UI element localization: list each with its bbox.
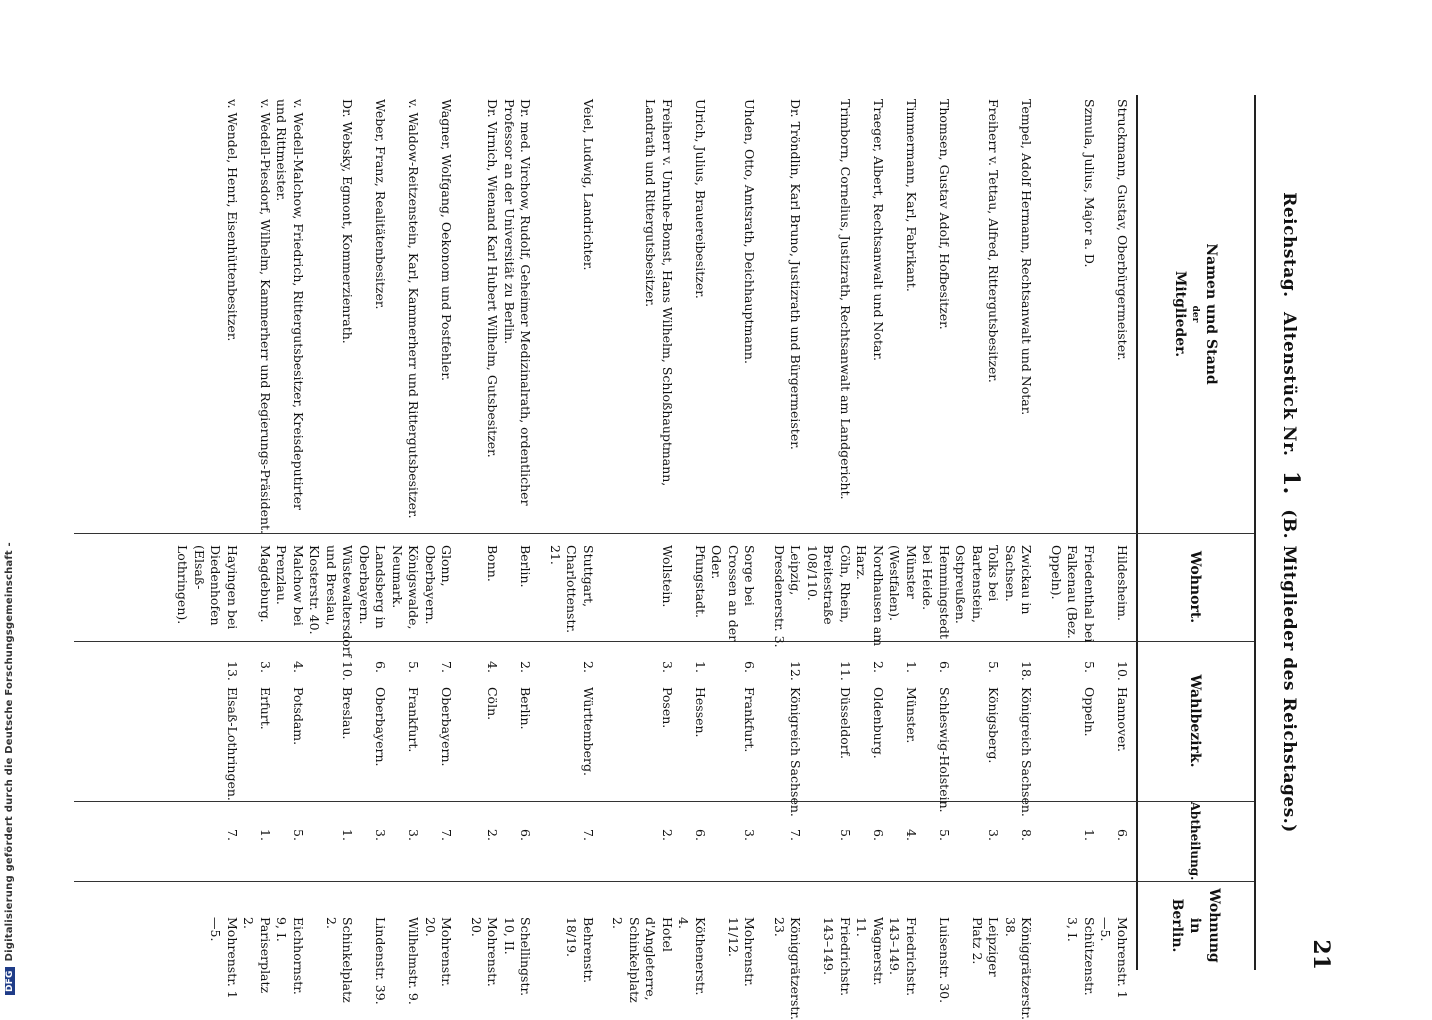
member-wohnung: Behrenstr. 18/19. (564, 917, 596, 984)
table-row (306, 95, 356, 1010)
table-row (853, 95, 886, 1010)
members-table-body (174, 95, 1130, 1020)
member-abtheilung: 8. (1019, 829, 1035, 841)
wahlbezirk-name: Münster. (904, 686, 919, 744)
member-abtheilung: 3. (986, 829, 1002, 841)
column-header-wohnung (1142, 881, 1248, 970)
member-wohnort: Bonn. (485, 545, 501, 582)
member-abtheilung: 5. (838, 829, 853, 841)
table-row (468, 95, 501, 1010)
member-abtheilung: 5. (937, 829, 952, 841)
member-abtheilung: 1. (258, 829, 273, 841)
member-abtheilung: 3. (373, 829, 389, 841)
wahlbezirk-number: 12. (788, 661, 804, 681)
member-abtheilung: 5. (291, 829, 306, 841)
member-name: Freiherr v. Tettau, Alfred, Rittergutsbesitzer. (986, 99, 1002, 383)
member-wahlbezirk (240, 657, 273, 825)
member-wohnung: Mohrenstr. 20. (423, 917, 455, 987)
member-abtheilung: 7. (439, 829, 455, 841)
member-abtheilung: 6. (518, 829, 534, 841)
wahlbezirk-name: Württemberg. (581, 686, 596, 776)
member-wohnung: Mohrenstr. 20. (469, 917, 501, 987)
member-name: Traeger, Albert, Rechtsanwalt und Notar. (871, 99, 886, 362)
member-name: Dr. med. Virchow, Rudolf, Geheimer Medizinalrath, ordentlicher Professor an der Universität zu Berlin. (502, 99, 534, 506)
column-header-wohnung-line2: Berlin. (1168, 898, 1185, 953)
member-abtheilung: 2. (485, 829, 501, 841)
table-row (356, 95, 389, 1010)
wahlbezirk-number: 5. (1082, 661, 1097, 673)
member-wahlbezirk (804, 657, 854, 825)
row-spacer (758, 95, 771, 1010)
row-spacer-cell (534, 95, 547, 1010)
wahlbezirk-number: 10. (1115, 661, 1130, 681)
wahlbezirk-name: Oldenburg. (871, 686, 886, 759)
member-abtheilung: 3. (406, 829, 422, 841)
member-name: Tempel, Adolf Hermann, Rechtsanwalt und Notar. (1019, 99, 1035, 416)
member-abtheilung: 6. (1115, 829, 1130, 841)
member-abtheilung: 2. (660, 829, 675, 841)
table-row (1048, 95, 1098, 1010)
member-wahlbezirk (1048, 657, 1098, 825)
wahlbezirk-number: 1. (693, 661, 708, 673)
member-wahlbezirk (356, 657, 389, 825)
row-spacer (1035, 95, 1048, 1010)
wahlbezirk-name: Oberbayern. (439, 686, 455, 767)
member-name: v. Waldow-Reitzenstein, Karl, Kammerherr und Rittergutsbesitzer. (406, 99, 422, 519)
row-spacer-cell (1035, 95, 1048, 1010)
wahlbezirk-number: 6. (373, 661, 389, 673)
wahlbezirk-name: Elsaß-Lothringen. (225, 686, 240, 801)
wahlbezirk-number: 5. (986, 661, 1002, 673)
table-row (771, 95, 804, 1010)
wahlbezirk-number: 2. (518, 661, 534, 673)
row-spacer-cell (596, 95, 609, 1010)
column-header-name (1142, 95, 1248, 533)
wahlbezirk-name: Oberbayern. (373, 686, 389, 767)
member-name: Weber, Franz, Realitätenbesitzer. (373, 99, 389, 310)
member-wahlbezirk (919, 657, 952, 825)
wahlbezirk-name: Königreich Sachsen. (788, 686, 804, 817)
member-name: Dr. Tröndlin, Karl Bruno, Justizrath und Bürgermeister. (788, 99, 804, 450)
member-wahlbezirk (771, 657, 804, 825)
member-name: Freiherr v. Unruhe-Bomst, Hans Wilhelm, Schloßhauptmann, Landrath und Rittergutsbesitzer. (643, 99, 675, 487)
table-row (547, 95, 597, 1010)
member-wohnung: Hotel d'Angleterre, Schinkelplatz 2. (610, 917, 675, 1003)
table-row (1097, 95, 1130, 1010)
member-name: Szmula, Julius, Major a. D. (1082, 99, 1097, 268)
table-row (422, 95, 455, 1010)
member-wahlbezirk (1097, 657, 1130, 825)
member-wohnung: Königgrätzerstr. 38. (1003, 917, 1035, 1020)
member-wohnort: Hildesheim. (1115, 545, 1130, 621)
row-spacer (596, 95, 609, 1010)
member-wahlbezirk (273, 657, 306, 825)
wahlbezirk-number: 2. (871, 661, 886, 673)
wahlbezirk-name: Cöln. (485, 686, 501, 721)
member-wohnort: Nordhausen am Harz. (854, 545, 886, 647)
wahlbezirk-number: 4. (291, 661, 306, 673)
member-wahlbezirk (1002, 657, 1035, 825)
member-wohnort: Königswalde, Neumark. (390, 545, 422, 630)
wahlbezirk-name: Breslau. (340, 686, 356, 740)
row-spacer-cell (758, 95, 771, 1010)
wahlbezirk-name: Berlin. (518, 686, 534, 730)
document-sheet (74, 95, 1334, 1020)
table-row (804, 95, 854, 1010)
member-name: Struckmann, Gustav, Oberbürgermeister. (1115, 99, 1130, 361)
member-wohnung: Wilhelmstr. 9. (406, 917, 422, 1005)
wahlbezirk-name: Königreich Sachsen. (1019, 686, 1035, 817)
column-header-name-line2: Mitglieder. (1171, 270, 1188, 358)
member-wohnung: Pariserplatz 2. (241, 917, 273, 994)
table-row (675, 95, 708, 1010)
row-spacer-cell (455, 95, 468, 1010)
member-wohnung: Schellingstr. 10, II. (502, 917, 534, 997)
member-wahlbezirk (174, 657, 240, 825)
wahlbezirk-number: 6. (937, 661, 952, 673)
member-wohnort: Cöln, Rhein, Breitestraße 108/110. (805, 545, 853, 625)
member-wohnung: Schützenstr. 3, I. (1065, 917, 1097, 996)
wahlbezirk-name: Frankfurt. (406, 686, 422, 753)
member-wahlbezirk (609, 657, 675, 825)
wahlbezirk-number: 11. (838, 661, 853, 681)
member-wahlbezirk (468, 657, 501, 825)
row-spacer (455, 95, 468, 1010)
member-name: Dr. Websky, Egmont, Kommerzienrath. (340, 99, 356, 344)
member-wohnung: Eichhornstr. 9, I. (274, 917, 306, 995)
row-spacer (534, 95, 547, 1010)
member-abtheilung: 3. (742, 829, 758, 841)
member-wohnort: Pfungstadt. (693, 545, 708, 619)
member-name: v. Wendel, Henri, Eisenhüttenbesitzer. (225, 99, 240, 342)
member-abtheilung: 7. (788, 829, 804, 841)
member-abtheilung: 4. (904, 829, 919, 841)
member-wohnort: Tolks bei Bartenstein, Ostpreußen. (953, 545, 1002, 624)
wahlbezirk-name: Posen. (660, 686, 675, 729)
member-wohnung: Luisenstr. 30. (937, 917, 952, 1004)
header-top-rule (1254, 95, 1256, 970)
member-wohnort: Magdeburg. (258, 545, 273, 623)
member-abtheilung: 1. (1082, 829, 1097, 841)
member-wohnort: Münster (Westfalen). (887, 545, 919, 621)
member-name: Timmermann, Karl, Fabrikant. (904, 99, 919, 292)
table-row (1002, 95, 1035, 1010)
member-wohnort: Hemmingstedt bei Heide. (920, 545, 952, 639)
member-name: Uhden, Otto, Amtsrath, Deichhauptmann. (742, 99, 758, 364)
table-row (389, 95, 422, 1010)
member-wohnort: Hayingen bei Diedenhofen (Elsaß-Lothringen). (175, 545, 240, 630)
wahlbezirk-name: Oppeln. (1082, 686, 1097, 737)
column-header-name-der: der (1190, 305, 1201, 323)
member-wohnort: Glonn, Oberbayern. (423, 545, 455, 625)
wahlbezirk-number: 3. (258, 661, 273, 673)
column-header-wohnort: Wohnort. (1187, 550, 1204, 624)
column-header-wohnung-line1: Wohnung in (1187, 888, 1223, 963)
wahlbezirk-number: 6. (742, 661, 758, 673)
member-wohnung: Königgrätzerstr. 23. (772, 917, 804, 1020)
member-abtheilung: 6. (871, 829, 886, 841)
wahlbezirk-number: 3. (660, 661, 675, 673)
wahlbezirk-number: 13. (225, 661, 240, 681)
member-wohnort: Malchow bei Prenzlau. (274, 545, 306, 626)
member-wahlbezirk (547, 657, 597, 825)
dfg-logo: DFG (5, 967, 15, 995)
member-abtheilung: 7. (225, 829, 240, 841)
member-wohnort: Wollstein. (660, 545, 675, 608)
member-name: v. Wedell-Piesdorf, Wilhelm, Kammerherr und Regierungs-Präsident. (258, 99, 273, 535)
member-name: Wagner, Wolfgang, Oekonom und Postfehler. (439, 99, 455, 381)
member-abtheilung: 7. (581, 829, 596, 841)
member-wohnung: Mohrenstr. 1—5. (1098, 917, 1130, 999)
member-name: Thomsen, Gustav Adolf, Hofbesitzer. (937, 99, 952, 330)
table-row (240, 95, 273, 1010)
member-wohnort: Sorge bei Crossen an der Oder. (709, 545, 758, 642)
wahlbezirk-name: Schleswig-Holstein. (937, 686, 952, 813)
member-wohnort: Landsberg in Oberbayern. (357, 545, 389, 629)
member-wahlbezirk (422, 657, 455, 825)
header-middle: Altenstück Nr. (1279, 312, 1299, 457)
wahlbezirk-number: 18. (1019, 661, 1035, 681)
member-wahlbezirk (675, 657, 708, 825)
member-wohnung: Wagnerstr. 11. (854, 917, 886, 986)
table-row (952, 95, 1002, 1010)
column-header-abtheilung: Abtheilung. (1188, 801, 1203, 881)
table-row (501, 95, 534, 1010)
header-left: Reichstag. (1279, 192, 1299, 298)
wahlbezirk-number: 2. (581, 661, 596, 673)
wahlbezirk-number: 1. (904, 661, 919, 673)
member-wohnung: Friedrichstr. 143–149. (821, 917, 853, 997)
wahlbezirk-name: Düsseldorf. (838, 686, 853, 759)
column-header-name-line1: Namen und Stand (1202, 243, 1219, 385)
member-name: Veiel, Ludwig, Landrichter. (581, 99, 596, 271)
member-abtheilung: 6. (693, 829, 708, 841)
table-row (174, 95, 240, 1010)
member-wohnort: Friedenthal bei Falkenau (Bez. Oppeln). (1049, 545, 1097, 643)
member-wohnort: Wüstewaltersdorf und Breslau, Klosterstr. 40. (307, 545, 356, 658)
wahlbezirk-number: 4. (485, 661, 501, 673)
wahlbezirk-number: 5. (406, 661, 422, 673)
wahlbezirk-name: Hannover. (1115, 686, 1130, 752)
member-abtheilung: 1. (340, 829, 356, 841)
digitization-notice-text (4, 542, 18, 995)
wahlbezirk-number: 7. (439, 661, 455, 673)
wahlbezirk-number: 10. (340, 661, 356, 681)
member-name: Dr. Virnich, Wienand Karl Hubert Wilhelm, Gutsbesitzer. (485, 99, 501, 458)
wahlbezirk-name: Frankfurt. (742, 686, 758, 753)
member-wohnung: Köthenerstr. 4. (676, 917, 708, 996)
member-wohnort: Stuttgart, Charlottenstr. 21. (548, 545, 596, 634)
member-wahlbezirk (952, 657, 1002, 825)
member-wahlbezirk (708, 657, 758, 825)
document-header (1278, 95, 1304, 930)
member-wahlbezirk (886, 657, 919, 825)
member-wahlbezirk (306, 657, 356, 825)
member-wohnort: Zwickau in Sachsen. (1003, 545, 1035, 615)
member-name: v. Wedell-Malchow, Friedrich, Rittergutsbesitzer, Kreisdeputirter und Rittmeister. (274, 99, 306, 511)
column-header-wahlbezirk: Wahlbezirk. (1187, 674, 1204, 768)
member-wohnort: Berlin. (518, 545, 534, 588)
member-wohnung: Mohrenstr. 1—5. (208, 917, 240, 999)
digitization-notice (4, 542, 18, 995)
digitization-notice-label: Digitalisierung gefördert durch die Deutsche Forschungsgemeinschaft - (4, 542, 15, 962)
table-row (273, 95, 306, 1010)
member-wahlbezirk (853, 657, 886, 825)
member-wohnort: Leipzig, Dresdenerstr. 3. (772, 545, 804, 648)
header-right: (B. Mitglieder des Reichstages.) (1279, 509, 1299, 833)
member-name: Ulrich, Julius, Brauereibesitzer. (693, 99, 708, 299)
member-wohnung: Friedrichstr. 143–149. (887, 917, 919, 997)
member-wohnung: Schinkelplatz 2. (324, 917, 356, 1003)
member-wohnung: Lindenstr. 39. (373, 917, 389, 1005)
table-row (886, 95, 919, 1010)
member-wahlbezirk (389, 657, 422, 825)
member-wohnung: Leipziger Platz 2. (970, 917, 1002, 977)
table-row (708, 95, 758, 1010)
member-wahlbezirk (501, 657, 534, 825)
table-row (919, 95, 952, 1010)
wahlbezirk-name: Hessen. (693, 686, 708, 738)
member-name: Trimborn, Cornelius, Justizrath, Rechtsanwalt am Landgericht. (838, 99, 853, 500)
wahlbezirk-name: Potsdam. (291, 686, 306, 746)
page-number: 21 (1308, 939, 1334, 970)
members-table (174, 95, 1130, 1020)
table-row (609, 95, 675, 1010)
wahlbezirk-name: Königsberg. (986, 686, 1002, 764)
wahlbezirk-name: Erfurt. (258, 686, 273, 730)
member-wohnung: Mohrenstr. 11/12. (726, 917, 758, 987)
header-number: 1. (1278, 470, 1304, 495)
